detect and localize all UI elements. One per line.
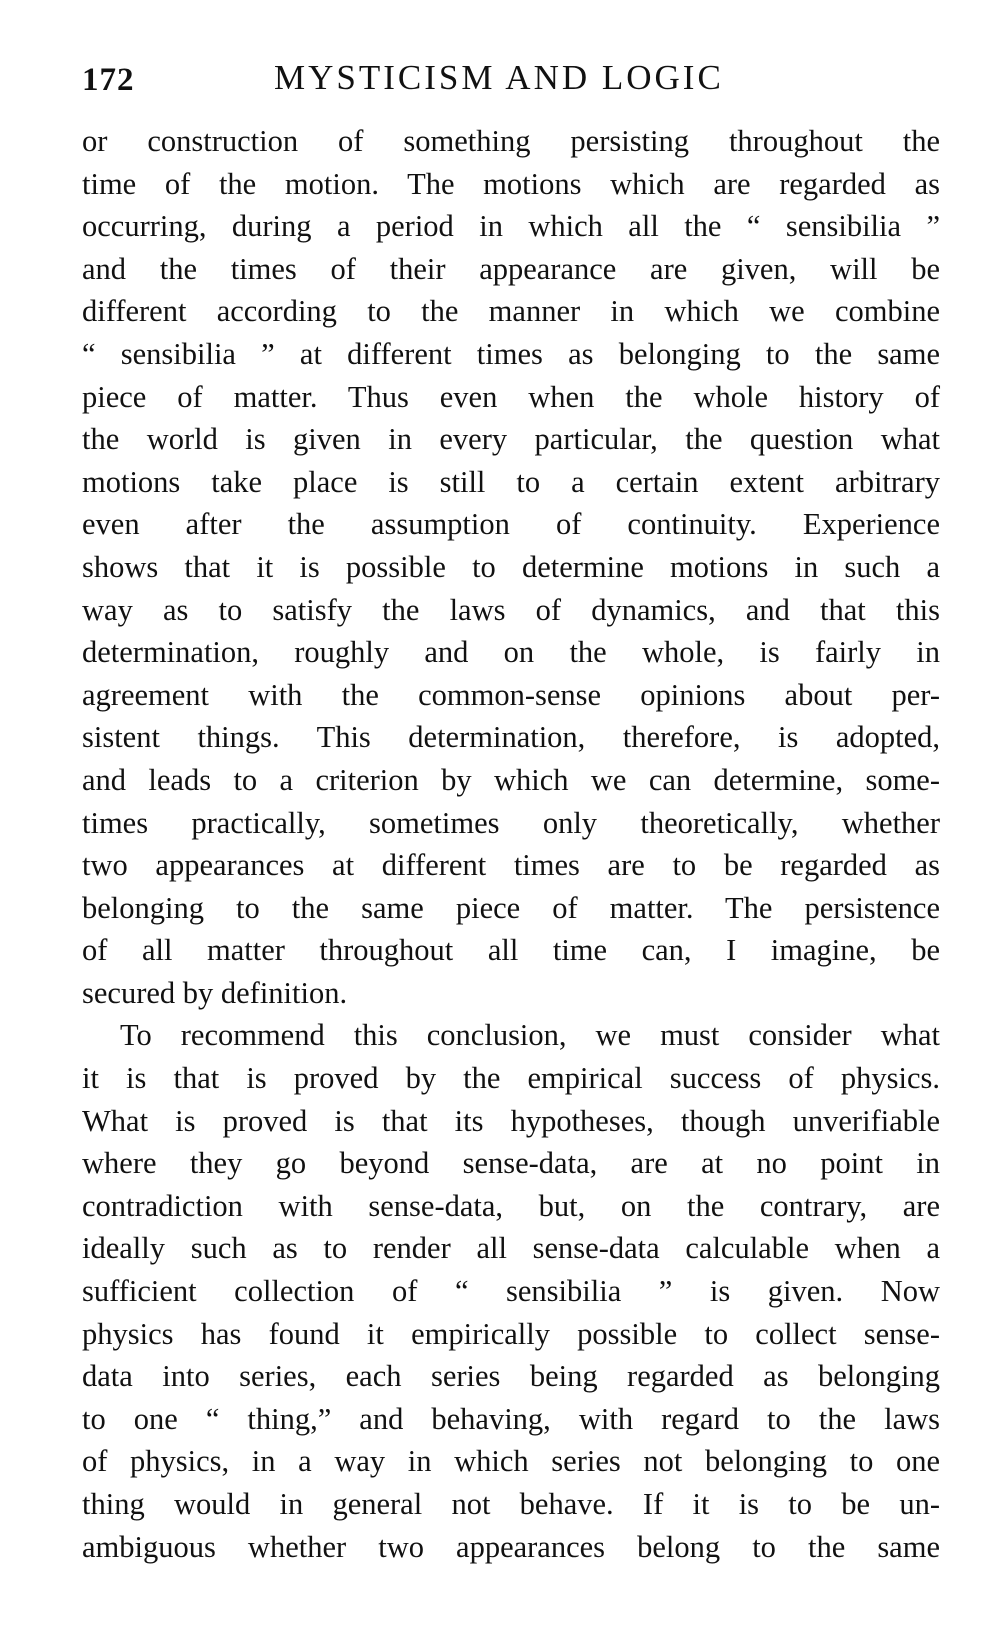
paragraph-2 <box>82 1014 940 1568</box>
text-line: sistent things. This determination, therefore, is adopted, <box>82 720 940 755</box>
running-head <box>82 56 942 106</box>
text-line: even after the assumption of continuity. Experience <box>82 507 940 542</box>
text-line: way as to satisfy the laws of dynamics, and that this <box>82 592 940 627</box>
text-line: belonging to the same piece of matter. The persistence <box>82 890 940 925</box>
text-line: data into series, each series being regarded as belonging <box>82 1359 940 1394</box>
body-text <box>82 120 940 1568</box>
text-line: or construction of something persisting throughout the <box>82 124 940 158</box>
text-line: different according to the manner in which we combine <box>82 294 940 329</box>
text-line: occurring, during a period in which all the “ sensibilia ” <box>82 209 940 244</box>
text-line: two appearances at different times are to be regarded as <box>82 848 940 883</box>
text-line: and leads to a criterion by which we can determine, some- <box>82 762 940 797</box>
text-line: it is that is proved by the empirical success of physics. <box>82 1061 940 1096</box>
text-line: time of the motion. The motions which are regarded as <box>82 166 940 201</box>
running-title: MYSTICISM AND LOGIC <box>274 58 724 97</box>
text-line: ideally such as to render all sense-data calculable when a <box>82 1231 940 1266</box>
text-line: What is proved is that its hypotheses, though unverifiable <box>82 1103 940 1138</box>
text-line: where they go beyond sense-data, are at no point in <box>82 1146 940 1181</box>
paragraph-1 <box>82 120 940 1014</box>
text-line: and the times of their appearance are given, will be <box>82 251 940 286</box>
text-line: motions take place is still to a certain extent arbitrary <box>82 464 940 499</box>
text-line: of physics, in a way in which series not belonging to one <box>82 1444 940 1479</box>
text-line: agreement with the common-sense opinions about per- <box>82 677 940 712</box>
text-line: ambiguous whether two appearances belong to the same <box>82 1529 940 1564</box>
text-line: physics has found it empirically possible to collect sense- <box>82 1316 940 1351</box>
page-number: 172 <box>82 62 135 98</box>
text-line: to one “ thing,” and behaving, with regard to the laws <box>82 1401 940 1436</box>
text-line: thing would in general not behave. If it is to be un- <box>82 1487 940 1521</box>
text-line: piece of matter. Thus even when the whole history of <box>82 379 940 414</box>
text-line: secured by definition. <box>82 975 348 1010</box>
text-line: shows that it is possible to determine motions in such a <box>82 549 940 584</box>
text-line: “ sensibilia ” at different times as belonging to the same <box>82 336 940 371</box>
text-line: determination, roughly and on the whole, is fairly in <box>82 635 940 670</box>
text-line: of all matter throughout all time can, I imagine, be <box>82 933 940 968</box>
text-line: sufficient collection of “ sensibilia ” is given. Now <box>82 1274 940 1309</box>
text-line: the world is given in every particular, the question what <box>82 422 940 457</box>
text-line: contradiction with sense-data, but, on the contrary, are <box>82 1188 940 1223</box>
text-line: times practically, sometimes only theoretically, whether <box>82 805 940 840</box>
text-line: To recommend this conclusion, we must consider what <box>120 1018 940 1053</box>
